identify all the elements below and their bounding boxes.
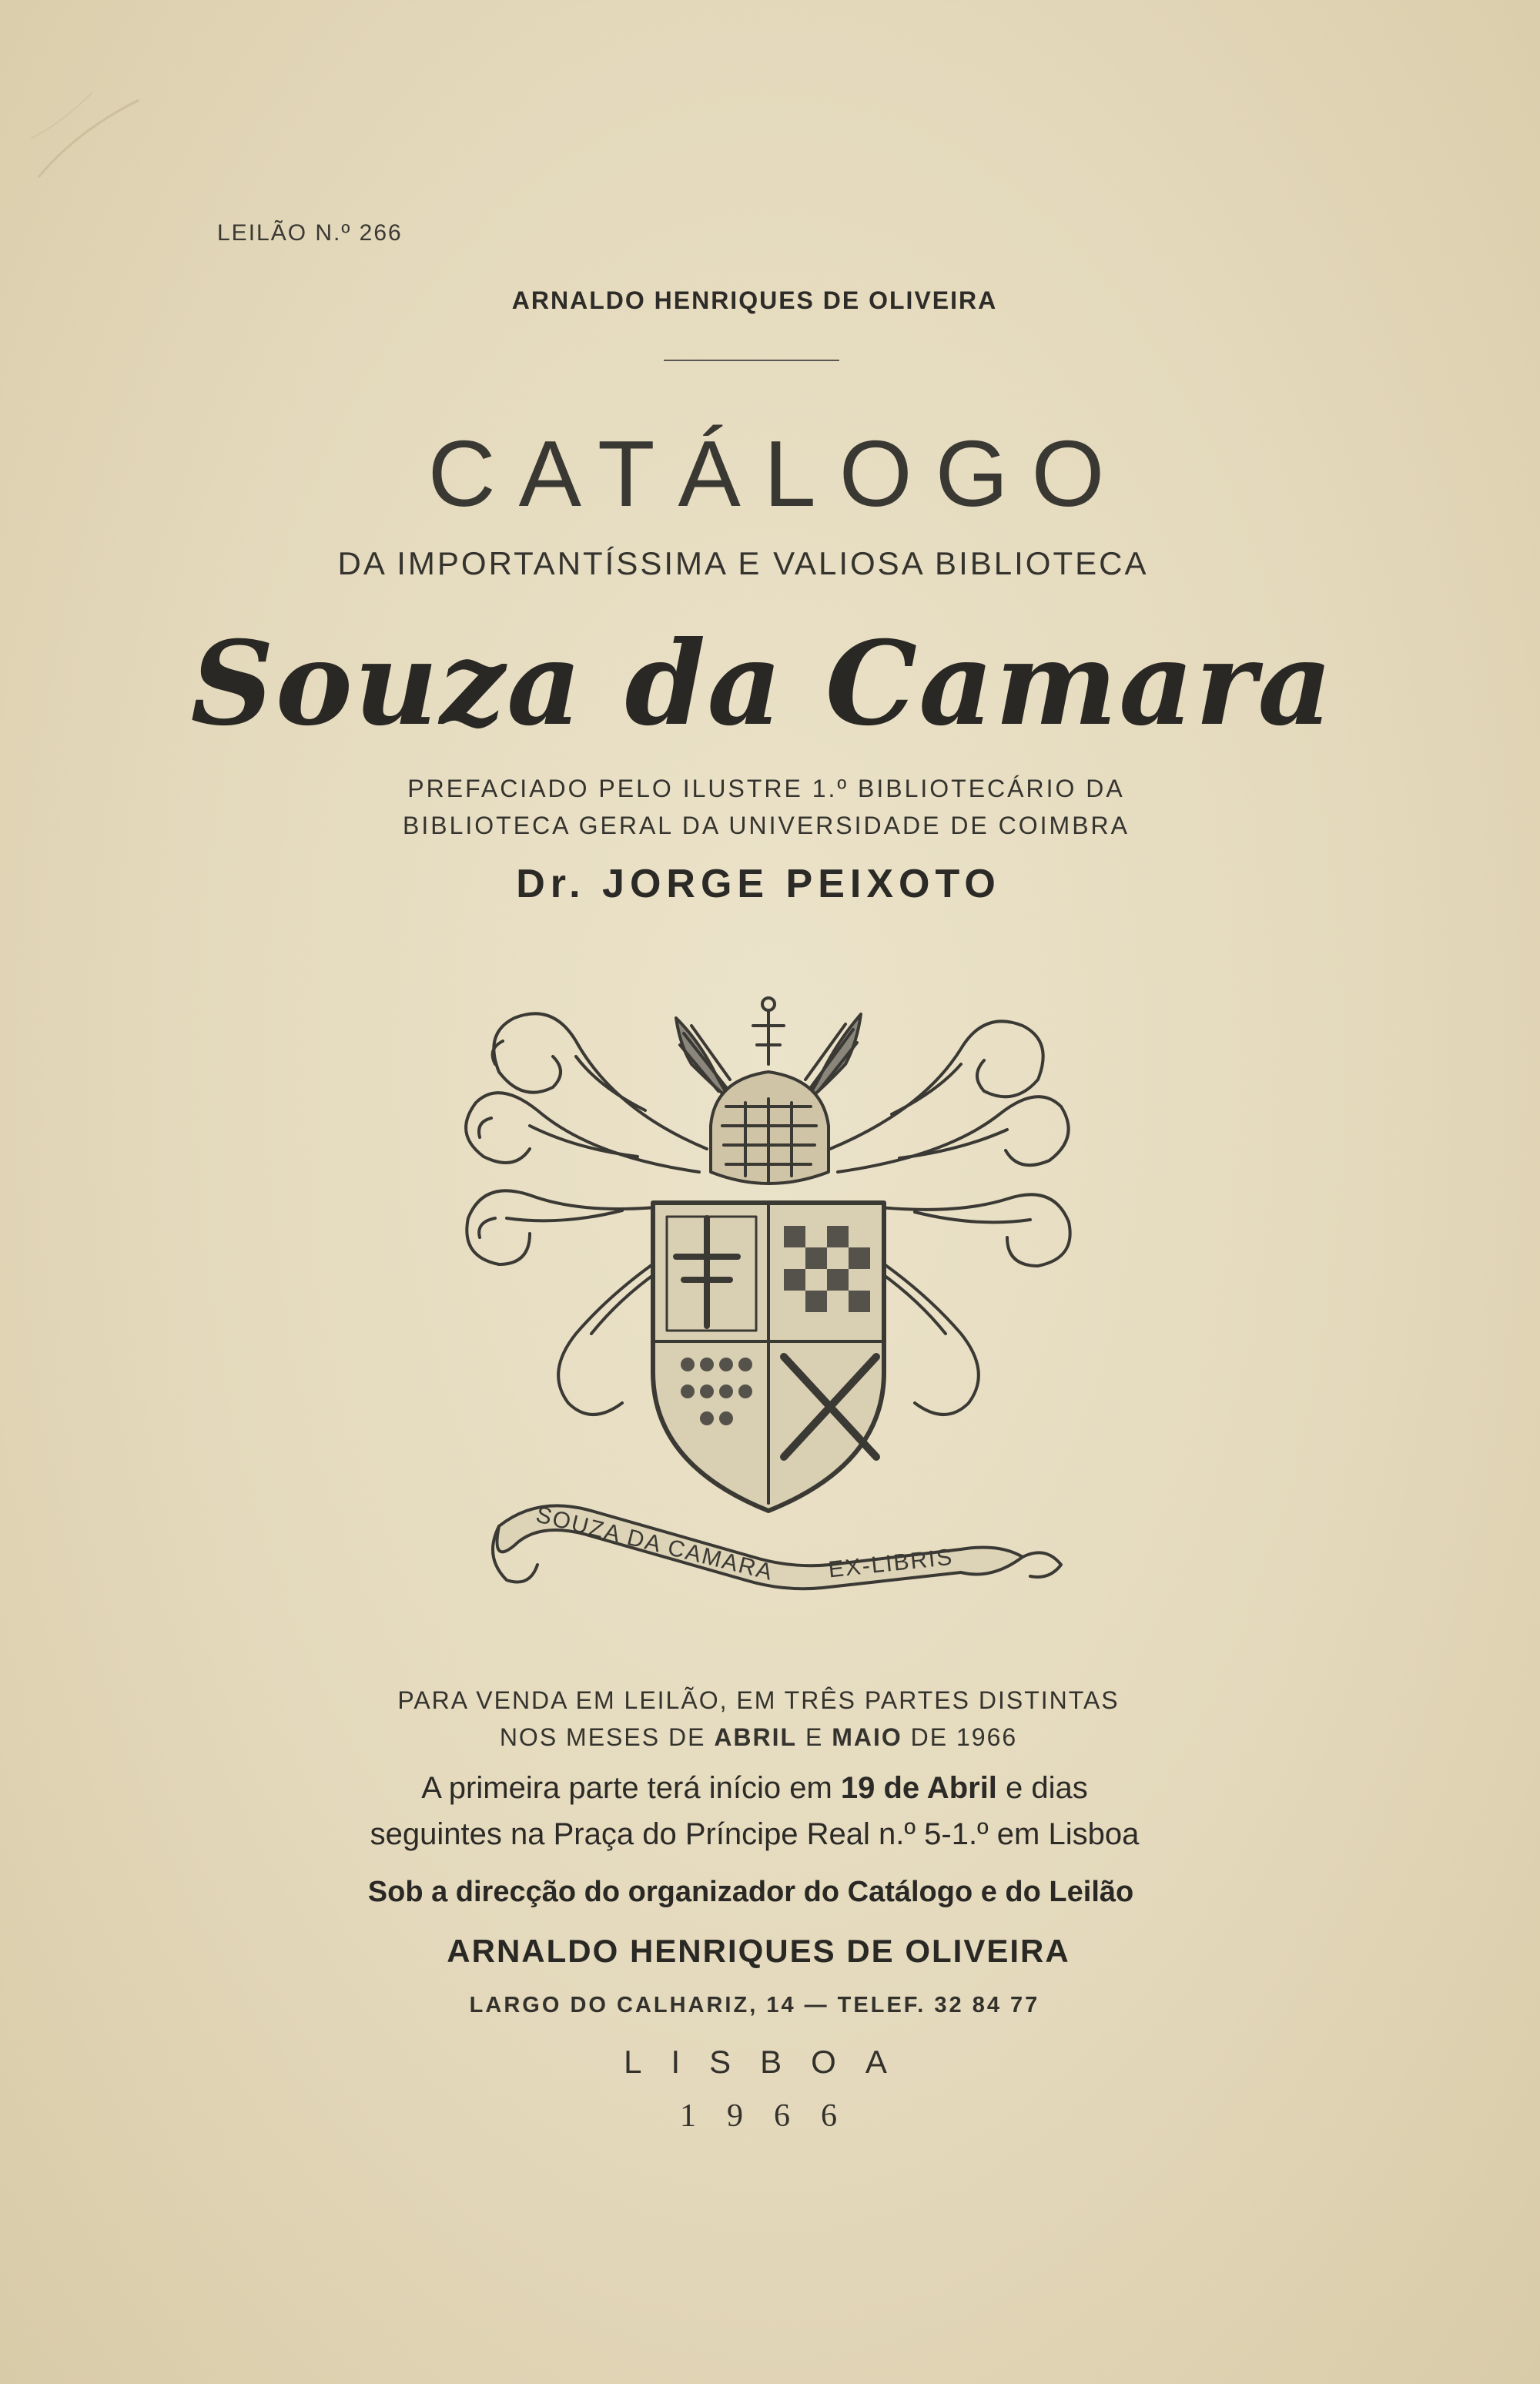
prefacer-name: Dr. JORGE PEIXOTO [516,862,1001,906]
ribbon-text-left: SOUZA DA CAMARA [533,1502,776,1586]
first-part-line-2: seguintes na Praça do Príncipe Real n.º 5-1.º em Lisboa [370,1817,1140,1851]
preface-line-2: BIBLIOTECA GERAL DA UNIVERSIDADE DE COIMBRA [402,812,1130,839]
organizer-name-bottom: ARNALDO HENRIQUES DE OLIVEIRA [447,1933,1070,1969]
first-part-post: e dias [996,1771,1088,1805]
first-part-pre: A primeira parte terá início em [421,1771,841,1805]
publication-year: 1966 [680,2098,868,2134]
sale-month-april: ABRIL [714,1723,798,1751]
lot-number: LEILÃO N.º 266 [217,220,403,246]
preface-credit [0,770,1536,844]
sale-line-1: PARA VENDA EM LEILÃO, EM TRÊS PARTES DISTINTAS [397,1686,1120,1714]
ribbon-text-right: EX-LIBRIS [827,1544,955,1583]
sale-announcement [0,1682,1528,1756]
paper-crease-mark [31,69,146,185]
organizer-name-top: ARNALDO HENRIQUES DE OLIVEIRA [511,286,998,314]
first-part-date: 19 de Abril [840,1771,997,1805]
library-name: Souza da Camara [190,616,1334,752]
preface-line-1: PREFACIADO PELO ILUSTRE 1.º BIBLIOTECÁRIO DA [407,775,1125,802]
sale-line-2-pre: NOS MESES DE [499,1723,715,1751]
sale-line-2 [0,1719,1528,1756]
divider-rule [664,360,839,361]
sale-line-2-post: DE 1966 [902,1723,1018,1751]
direction-line: Sob a direcção do organizador do Catálogo e do Leilão [367,1876,1134,1908]
catalog-subtitle: DA IMPORTANTÍSSIMA E VALIOSA BIBLIOTECA [337,545,1149,581]
first-part-info [0,1765,1525,1857]
sale-month-may: MAIO [832,1723,902,1751]
organizer-address: LARGO DO CALHARIZ, 14 — TELEF. 32 84 77 [469,1993,1040,2017]
coat-of-arms-icon [422,972,1084,1619]
sale-line-2-mid: E [797,1723,832,1751]
first-part-line-1 [0,1765,1525,1811]
catalog-title: CATÁLOGO [427,421,1128,526]
publication-city: LISBOA [624,2044,916,2080]
